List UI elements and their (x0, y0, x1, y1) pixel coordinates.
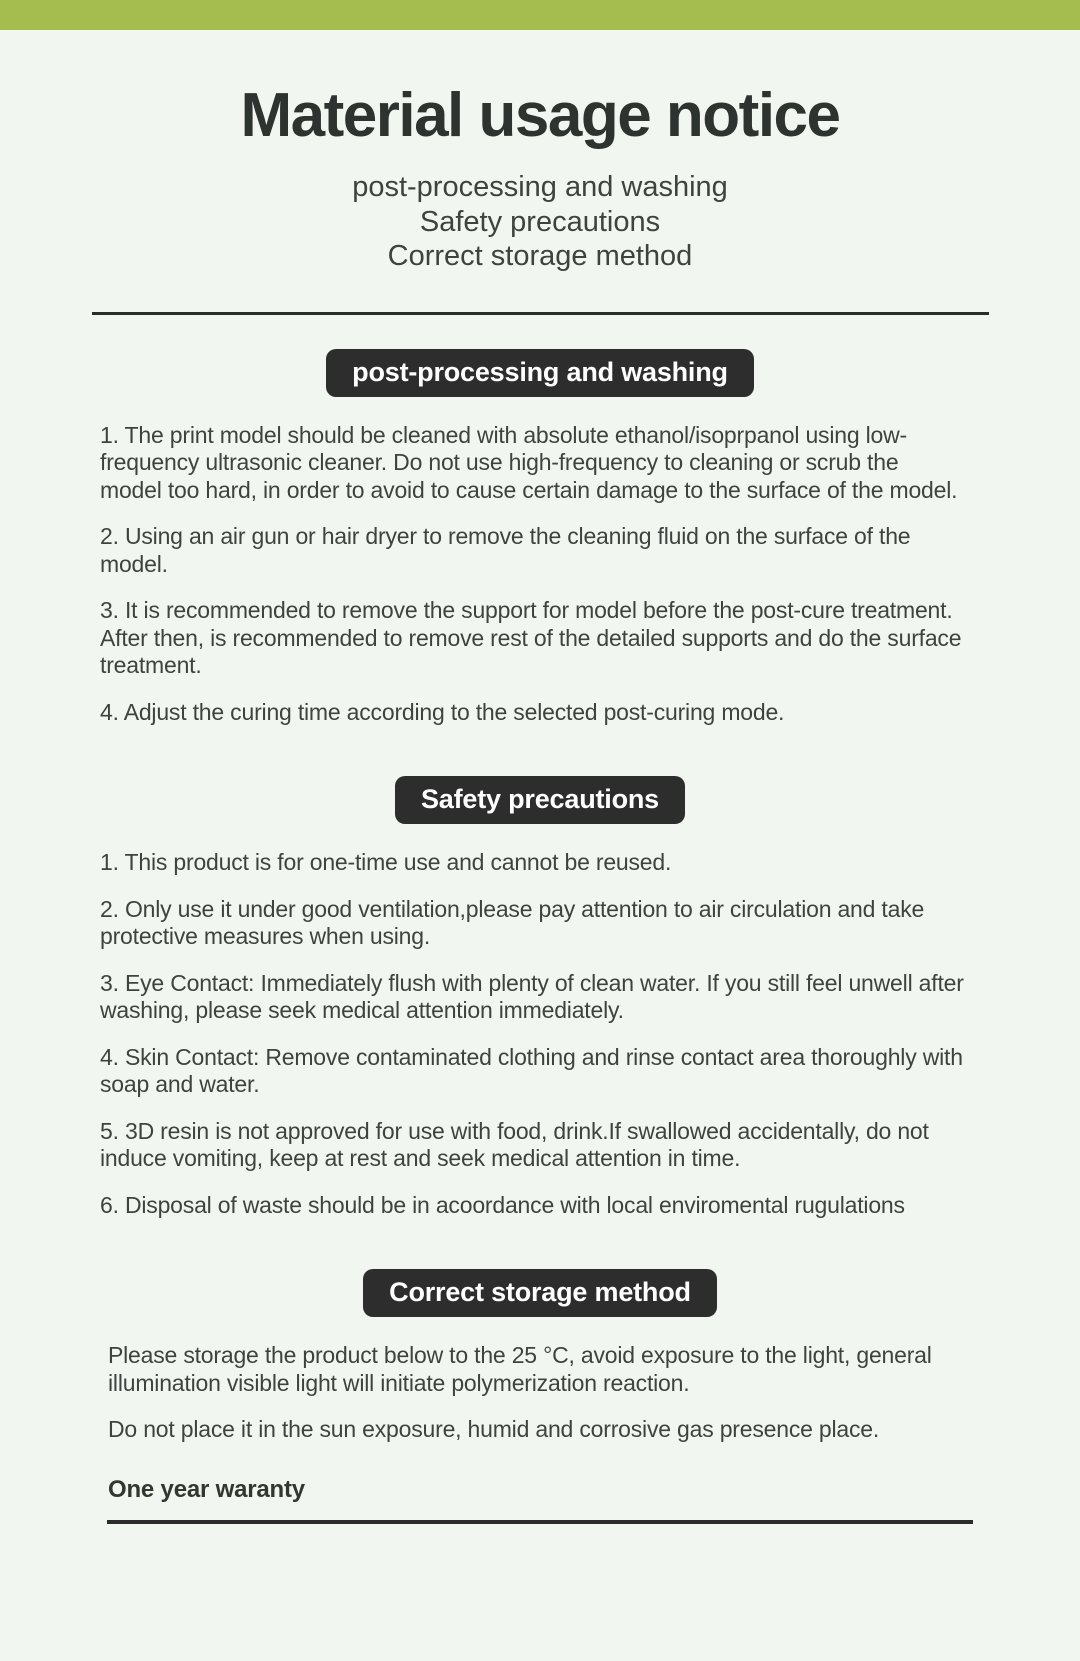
storage-item-1: Please storage the product below to the 25 °C, avoid exposure to the light, general illumination visible light will initiate polymerization reaction. (108, 1342, 932, 1396)
safety-item-5: 5. 3D resin is not approved for use with food, drink.If swallowed accidentally, do not induce vomiting, keep at rest and seek medical attention in time. (100, 1117, 929, 1172)
section-badge-post-processing: post-processing and washing (326, 349, 754, 397)
post-processing-item-4: 4. Adjust the curing time according to the selected post-curing mode. (100, 698, 785, 725)
subtitle-line-storage: Correct storage method (387, 240, 693, 273)
page-title: Material usage notice (240, 81, 840, 150)
subtitle-block (0, 170, 1080, 274)
safety-item-3: 3. Eye Contact: Immediately flush with plenty of clean water. If you still feel unwell after washing, please seek medical attention immediately. (100, 969, 964, 1024)
post-processing-item-3: 3. It is recommended to remove the support for model before the post-cure treatment. After then, is recommended to remove rest of the detailed supports and do the surface treatment. (100, 597, 962, 679)
subtitle-line-post-processing: post-processing and washing (352, 171, 728, 204)
post-processing-item-1: 1. The print model should be cleaned with absolute ethanol/isoprpanol using low-frequency ultrasonic cleaner. Do not use high-frequency to cleaning or scrub the model too hard, in order to avoid to cause certain damage to the surface of the model. (100, 421, 958, 503)
section-safety (0, 776, 1080, 1219)
storage-item-2: Do not place it in the sun exposure, humid and corrosive gas presence place. (108, 1416, 880, 1443)
subtitle-line-safety: Safety precautions (419, 205, 661, 238)
post-processing-item-2: 2. Using an air gun or hair dryer to remove the cleaning fluid on the surface of the model. (100, 523, 911, 577)
section-post-processing (0, 349, 1080, 727)
safety-item-4: 4. Skin Contact: Remove contaminated clothing and rinse contact area thoroughly with soap and water. (100, 1043, 963, 1098)
section-storage (0, 1269, 1080, 1444)
bottom-divider (107, 1520, 973, 1524)
warranty-note: One year waranty (108, 1475, 305, 1503)
safety-item-1: 1. This product is for one-time use and cannot be reused. (100, 849, 672, 876)
safety-item-2: 2. Only use it under good ventilation,please pay attention to air circulation and take protective measures when using. (100, 895, 925, 950)
safety-item-6: 6. Disposal of waste should be in acoordance with local enviromental rugulations (100, 1191, 905, 1218)
section-badge-storage: Correct storage method (363, 1269, 717, 1317)
top-band (0, 0, 1080, 30)
top-divider (92, 312, 989, 315)
section-badge-safety: Safety precautions (395, 776, 685, 824)
